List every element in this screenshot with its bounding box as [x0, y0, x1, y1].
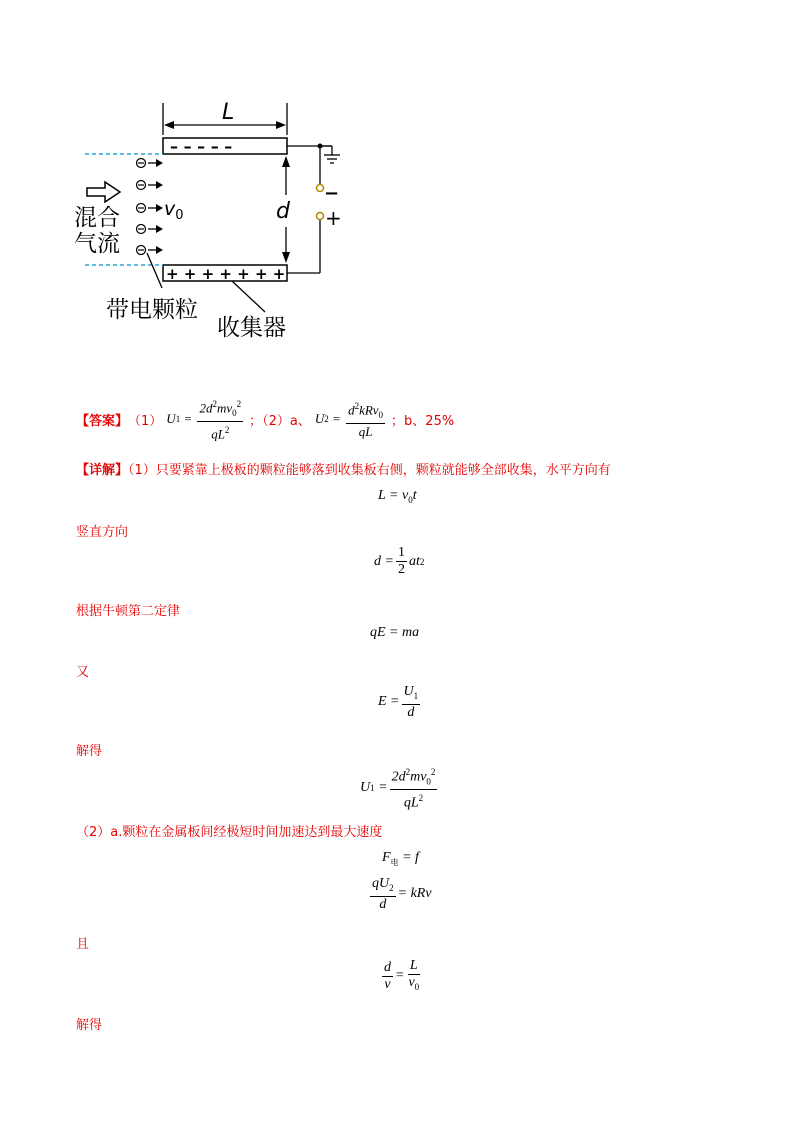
answer-sep2: ；b、25%	[391, 413, 455, 429]
and-text: 且	[76, 937, 90, 952]
part2-text: （2）a.颗粒在金属板间经极短时间加速达到最大速度	[76, 825, 383, 840]
distance-arrow-down-head	[282, 252, 290, 263]
distance-arrow-up-head	[282, 156, 290, 167]
length-arrow-left-head	[164, 121, 174, 129]
newton-law-text: 根据牛顿第二定律	[76, 604, 181, 619]
mixed-gas-label-line2: 气流	[74, 231, 120, 257]
length-arrow-right-head	[276, 121, 286, 129]
equation-force-balance: $F_电 = f$	[382, 850, 419, 867]
equation-u1: U 1 = $\frac{2d^2mv_0^2}{qL^2}$	[360, 764, 439, 812]
top-plate-charges: – – – – –	[170, 137, 233, 156]
solve-text-2: 解得	[76, 1018, 103, 1033]
equation-horizontal: $L = v_0t$	[378, 488, 417, 505]
collector-leader-line	[232, 281, 265, 312]
charged-particles-label: 带电颗粒	[106, 297, 198, 323]
detail-intro: （1）只要紧靠上极板的颗粒能够落到收集板右侧，颗粒就能够全部收集，水平方向有	[128, 463, 611, 478]
negative-terminal	[317, 185, 324, 192]
equation-force-expanded: $\frac{qU_2}{d}$ = kRv	[372, 876, 432, 912]
positive-terminal-label: +	[325, 206, 342, 230]
answer-part1: （1）	[128, 413, 163, 429]
particle-row-3	[137, 204, 164, 213]
detail-intro-line	[76, 459, 611, 478]
length-label: L	[222, 100, 235, 125]
equation-time: $\frac{d}{v}$ = $\frac{L}{v_0}$	[384, 958, 420, 992]
apparatus-figure	[60, 95, 370, 350]
answer-line	[76, 396, 454, 442]
gas-flow-arrow-icon	[87, 182, 120, 202]
answer-formula-u2: U 2 = $\frac{d^2kRv_0}{qL}$	[315, 398, 387, 440]
also-text: 又	[76, 665, 90, 680]
particle-row-4	[137, 225, 164, 234]
negative-terminal-label: −	[324, 183, 340, 204]
collector-label: 收集器	[217, 315, 286, 341]
initial-velocity-label: $v_0$	[164, 198, 184, 223]
bottom-plate-charges: + + + + + + +	[166, 265, 286, 283]
detail-label: 【详解】	[76, 463, 129, 478]
equation-field: E = $\frac{U_1}{d}$	[378, 684, 419, 720]
equation-vertical: d = $\frac{1}{2}$ at 2	[374, 545, 425, 577]
particle-row-5	[137, 246, 164, 255]
particle-row-2	[137, 181, 164, 190]
answer-label: 【答案】	[76, 413, 129, 429]
distance-label: d	[276, 199, 290, 224]
mixed-gas-label-line1: 混合	[74, 205, 120, 231]
answer-sep1: ；（2）a、	[249, 413, 311, 429]
equation-newton: qE = ma	[370, 625, 420, 640]
solve-text-1: 解得	[76, 744, 103, 759]
particles-leader-line	[147, 253, 162, 288]
positive-terminal	[317, 213, 324, 220]
particle-row-1	[137, 159, 164, 168]
answer-formula-u1: U 1 = $\frac{2d^2mv_0^2}{qL^2}$	[166, 396, 245, 442]
force-subscript: 电	[390, 857, 399, 867]
vertical-direction-text: 竖直方向	[76, 525, 129, 540]
